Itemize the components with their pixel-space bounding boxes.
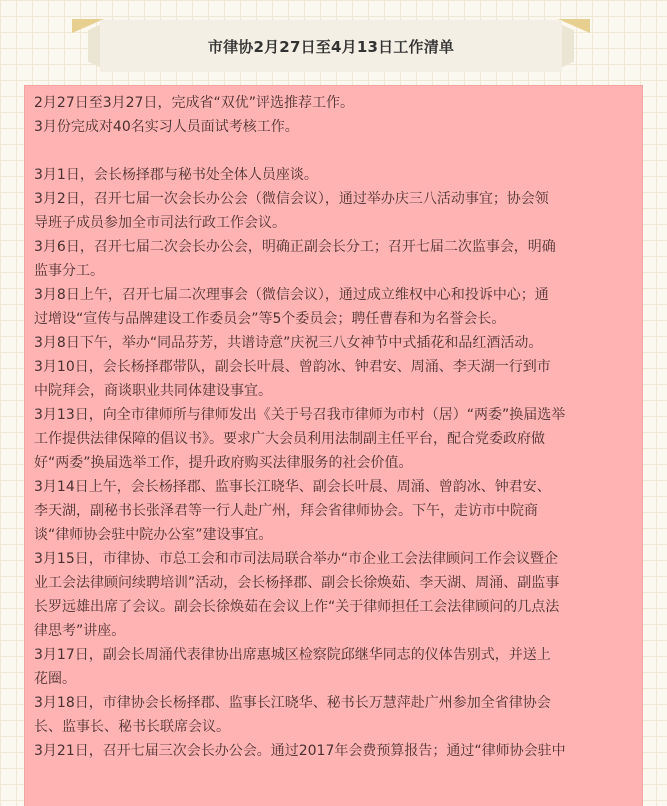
list-item: 3月14日上午，会长杨择郡、监事长江晓华、副会长叶晨、周涌、曾韵冰、钟君安、: [34, 479, 551, 495]
list-item: 监事分工。: [34, 263, 104, 279]
list-item: 长、监事长、秘书长联席会议。: [34, 719, 230, 735]
list-item: 长罗远雄出席了会议。副会长徐焕茹在会议上作“关于律师担任工会法律顾问的几点法: [34, 599, 560, 615]
list-item: 花圈。: [34, 671, 76, 687]
list-item: 3月2日，召开七届一次会长办公会（微信会议），通过举办庆三八活动事宜；协会领: [34, 191, 549, 207]
list-item: 3月15日，市律协、市总工会和市司法局联合举办“市企业工会法律顾问工作会议暨企: [34, 551, 558, 567]
list-item: 3月18日，市律协会长杨择郡、监事长江晓华、秘书长万慧萍赴广州参加全省律协会: [34, 695, 551, 711]
work-list-panel: [25, 86, 642, 806]
list-item: 3月1日，会长杨择郡与秘书处全体人员座谈。: [34, 167, 318, 183]
list-item: 中院拜会，商谈职业共同体建设事宜。: [34, 383, 272, 399]
list-item: 3月21日，召开七届三次会长办公会。通过2017年会费预算报告；通过“律师协会驻中: [34, 743, 566, 759]
list-item: 过增设“宣传与品牌建设工作委员会”等5个委员会；聘任曹春和为名誉会长。: [34, 311, 506, 327]
list-item: 3月10日，会长杨择郡带队，副会长叶晨、曾韵冰、钟君安、周涌、李天湖一行到市: [34, 359, 551, 375]
list-item: 李天湖，副秘书长张泽君等一行人赴广州，拜会省律师协会。下午，走访市中院商: [34, 503, 538, 519]
list-item: 3月6日，召开七届二次会长办公会，明确正副会长分工；召开七届二次监事会，明确: [34, 239, 556, 255]
list-item: 工作提供法律保障的倡议书》。要求广大会员利用法制副主任平台，配合党委政府做: [34, 431, 545, 447]
list-item: 谈“律师协会驻中院办公室”建设事宜。: [34, 527, 273, 543]
list-item: 导班子成员参加全市司法行政工作会议。: [34, 215, 286, 231]
list-item: 律思考”讲座。: [34, 623, 126, 639]
title-banner: [72, 16, 590, 74]
list-item: 3月17日，副会长周涌代表律协出席惠城区检察院邱继华同志的仪体告别式，并送上: [34, 647, 551, 663]
list-item: 3月8日上午，召开七届二次理事会（微信会议），通过成立维权中心和投诉中心；通: [34, 287, 549, 303]
page-title: 市律协2月27日至4月13日工作清单: [207, 38, 455, 56]
list-item: 业工会法律顾问续聘培训”活动，会长杨择郡、副会长徐焕茹、李天湖、周涌、副监事: [34, 575, 560, 591]
list-item: 3月13日，向全市律师所与律师发出《关于号召我市律师为市村（居）“两委”换届选举: [34, 407, 566, 423]
list-item: 好“两委”换届选举工作，提升政府购买法律服务的社会价值。: [34, 455, 413, 471]
list-item: 3月份完成对40名实习人员面试考核工作。: [34, 119, 299, 135]
list-item: 3月8日下午，举办“同品芬芳，共谱诗意”庆祝三八女神节中式插花和品红酒活动。: [34, 335, 543, 351]
list-item: 2月27日至3月27日，完成省“双优”评选推荐工作。: [34, 95, 354, 111]
